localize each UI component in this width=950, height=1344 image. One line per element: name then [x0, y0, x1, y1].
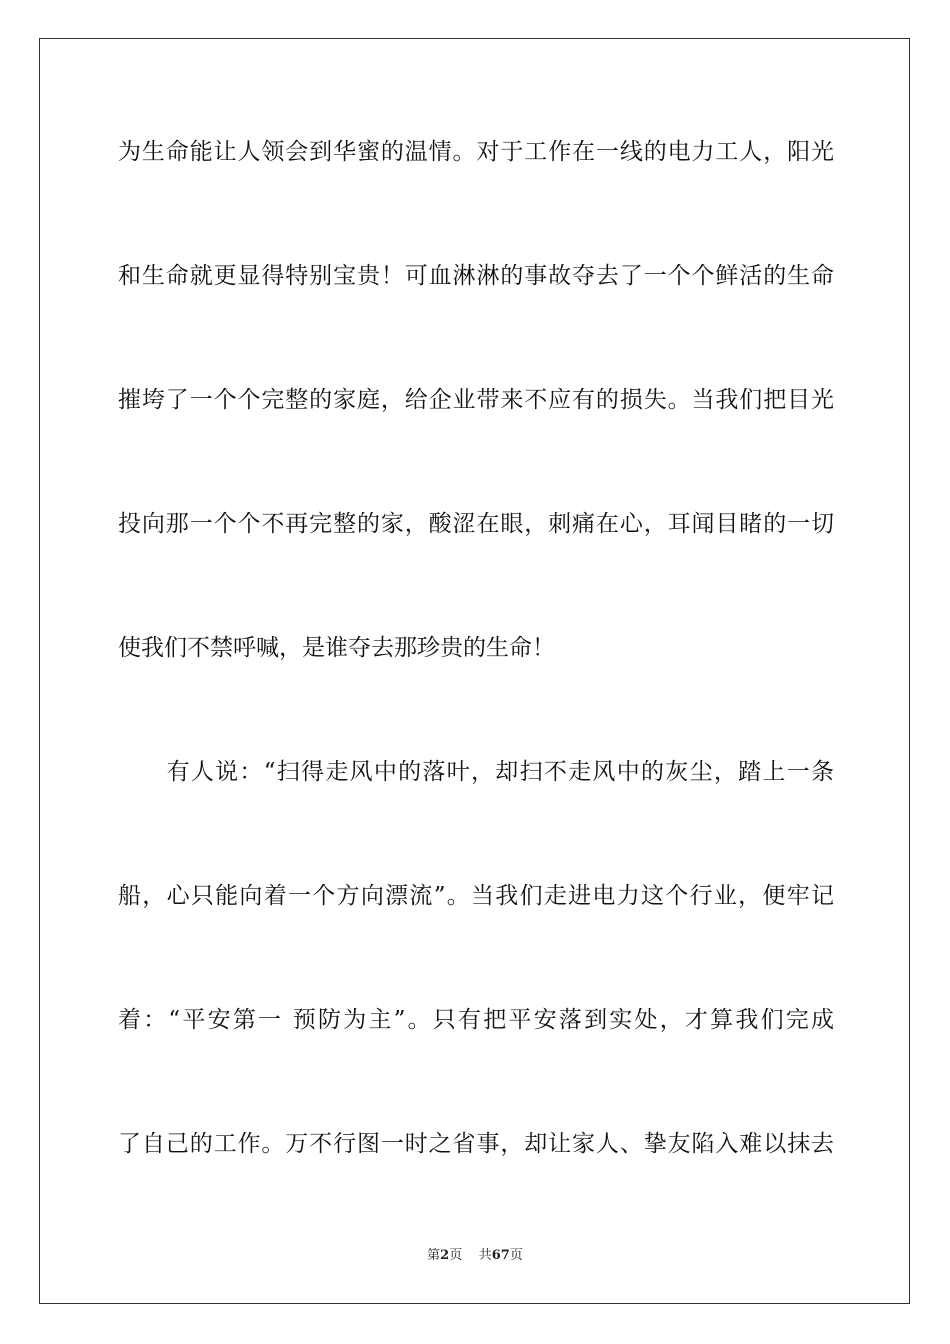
- text-line-3: 摧垮了一个个完整的家庭，给企业带来不应有的损失。当我们把目光: [118, 387, 834, 413]
- text-line-5: 使我们不禁呼喊，是谁夺去那珍贵的生命！: [118, 635, 555, 661]
- footer-total-prefix: 共: [478, 1248, 492, 1263]
- text-line-8: 着：“平安第一 预防为主”。只有把平安落到实处，才算我们完成: [118, 1007, 834, 1033]
- text-line-7: 船，心只能向着一个方向漂流”。当我们走进电力这个行业，便牢记: [118, 883, 834, 909]
- footer-page-prefix: 第: [427, 1248, 441, 1263]
- text-line-4: 投向那一个个不再完整的家，酸涩在眼，刺痛在心，耳闻目睹的一切: [118, 511, 834, 537]
- text-line-6: 有人说：“扫得走风中的落叶，却扫不走风中的灰尘，踏上一条: [118, 759, 834, 785]
- footer-page-suffix: 页: [449, 1248, 463, 1263]
- text-line-9: 了自己的工作。万不行图一时之省事，却让家人、挚友陷入难以抹去: [118, 1131, 834, 1157]
- footer-total-pages: 67: [491, 1248, 510, 1263]
- text-line-1: 为生命能让人领会到华蜜的温情。对于工作在一线的电力工人，阳光: [118, 139, 834, 165]
- text-line-2: 和生命就更显得特别宝贵！可血淋淋的事故夺去了一个个鲜活的生命: [118, 263, 834, 289]
- page-footer: [0, 1246, 950, 1266]
- page-border: [39, 38, 910, 1304]
- footer-total-suffix: 页: [509, 1248, 523, 1263]
- footer-page-number: 2: [440, 1248, 450, 1263]
